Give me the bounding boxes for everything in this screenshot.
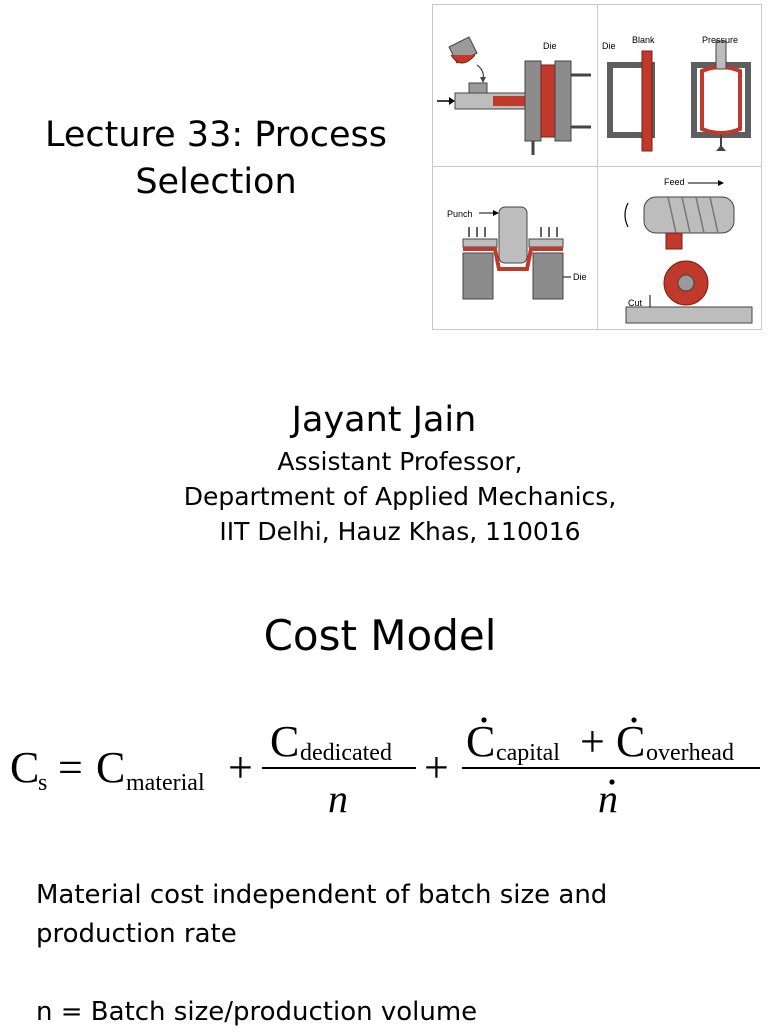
eq-frac2-num-a-sub: capital <box>496 740 560 766</box>
casting-illustration <box>433 5 597 166</box>
process-figure-grid <box>432 4 762 330</box>
eq-term1-sub: material <box>126 770 205 796</box>
cut-label: Cut <box>628 298 643 308</box>
eq-equals: = <box>58 743 83 792</box>
body-para2: n = Batch size/production volume <box>36 997 478 1027</box>
eq-lhs-sub: s <box>38 770 48 796</box>
eq-plus-1: + <box>228 743 253 792</box>
section-title: Cost Model <box>263 611 497 660</box>
eq-plus-3: + <box>580 717 605 766</box>
author-name: Jayant Jain <box>291 400 477 440</box>
eq-frac2-num-a: C <box>466 717 496 766</box>
body-para1-line2: production rate <box>36 919 237 949</box>
feed-label: Feed <box>664 177 685 187</box>
punch-label: Punch <box>447 209 473 219</box>
cost-model-equation <box>0 702 768 832</box>
casting-die-label: Die <box>543 41 557 51</box>
eq-term1: C <box>96 743 126 792</box>
body-para1-line1: Material cost independent of batch size and <box>36 880 608 910</box>
eq-lhs: C <box>10 743 40 792</box>
blank-label: Blank <box>632 35 655 45</box>
slide-title <box>20 112 412 206</box>
author-department: Department of Applied Mechanics, <box>183 482 617 511</box>
author-address: IIT Delhi, Hauz Khas, 110016 <box>219 517 581 546</box>
eq-frac1-num: C <box>270 717 300 766</box>
pressure-label: Pressure <box>702 35 739 45</box>
title-line-1: Lecture 33: Process <box>44 115 388 155</box>
eq-frac2-num-b-sub: overhead <box>646 740 734 766</box>
stamping-illustration <box>433 167 597 328</box>
title-line-2: Selection <box>135 162 297 202</box>
body-text <box>36 876 756 1032</box>
eq-frac1-num-sub: dedicated <box>300 740 392 766</box>
eq-plus-2: + <box>424 743 449 792</box>
machining-illustration <box>598 167 762 328</box>
blow-die-label: Die <box>602 41 616 51</box>
blow-molding-illustration <box>598 5 762 166</box>
eq-frac2-den: n <box>598 776 618 821</box>
eq-frac2-num-b: C <box>616 717 646 766</box>
eq-frac1-den: n <box>328 776 348 821</box>
stamping-die-label: Die <box>573 272 587 282</box>
author-position: Assistant Professor, <box>277 447 523 476</box>
